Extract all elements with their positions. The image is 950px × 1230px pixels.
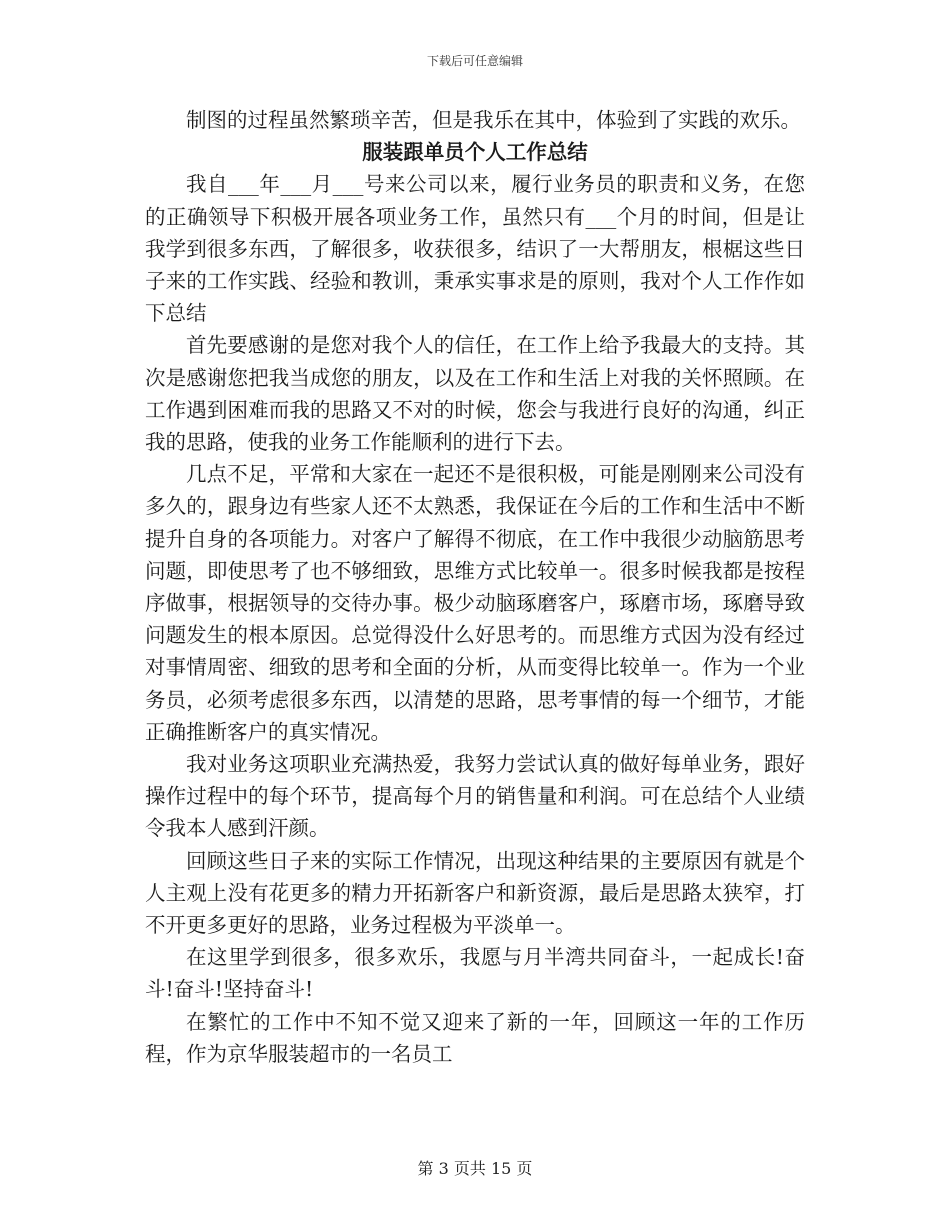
page-header-note: 下载后可任意编辑 <box>426 54 523 68</box>
document-title: 服装跟单员个人工作总结 <box>362 140 588 165</box>
body-paragraph: 在这里学到很多，很多欢乐，我愿与月半湾共同奋斗，一起成长!奋斗!奋斗!坚持奋斗! <box>145 945 805 1002</box>
body-paragraph: 几点不足，平常和大家在一起还不是很积极，可能是刚刚来公司没有多久的，跟身边有些家人还不太熟悉，我保证在今后的工作和生活中不断提升自身的各项能力。对客户了解得不彻底，在工作中我很少动脑筋思考问题，即使思考了也不够细致，思维方式比较单一。很多时候我都是按程序做事，根据领导的交待办事。极少动脑琢磨客户，琢磨市场，琢磨导致问题发生的根本原因。总觉得没什么好思考的。而思维方式因为没有经过对事情周密、细致的思考和全面的分析，从而变得比较单一。作为一个业务员，必须考虑很多东西，以清楚的思路，思考事情的每一个细节，才能正确推断客户的真实情况。 <box>145 462 805 744</box>
body-paragraph: 在繁忙的工作中不知不觉又迎来了新的一年，回顾这一年的工作历程，作为京华服装超市的一名员工 <box>145 1009 805 1066</box>
page-number: 第 3 页共 15 页 <box>417 1159 533 1178</box>
body-paragraph: 首先要感谢的是您对我个人的信任，在工作上给予我最大的支持。其次是感谢您把我当成您的朋友，以及在工作和生活上对我的关怀照顾。在工作遇到困难而我的思路又不对的时候，您会与我进行良好的沟通，纠正我的思路，使我的业务工作能顺利的进行下去。 <box>145 333 805 455</box>
body-paragraph: 回顾这些日子来的实际工作情况，出现这种结果的主要原因有就是个人主观上没有花更多的精力开拓新客户和新资源，最后是思路太狭窄，打不开更多更好的思路，业务过程极为平淡单一。 <box>145 848 805 938</box>
document-body <box>145 104 805 1070</box>
intro-paragraph: 制图的过程虽然繁琐辛苦，但是我乐在其中，体验到了实践的欢乐。 <box>186 108 801 132</box>
body-paragraph: 我自___年___月___号来公司以来，履行业务员的职责和义务，在您的正确领导下积极开展各项业务工作，虽然只有___个月的时间，但是让我学到很多东西，了解很多，收获很多，结识了一大帮朋友，根椐这些日子来的工作实践、经验和教训，秉承实事求是的原则，我对个人工作作如下总结 <box>145 172 805 326</box>
body-paragraph: 我对业务这项职业充满热爱，我努力尝试认真的做好每单业务，跟好操作过程中的每个环节，提高每个月的销售量和利润。可在总结个人业绩令我本人感到汗颜。 <box>145 752 805 841</box>
